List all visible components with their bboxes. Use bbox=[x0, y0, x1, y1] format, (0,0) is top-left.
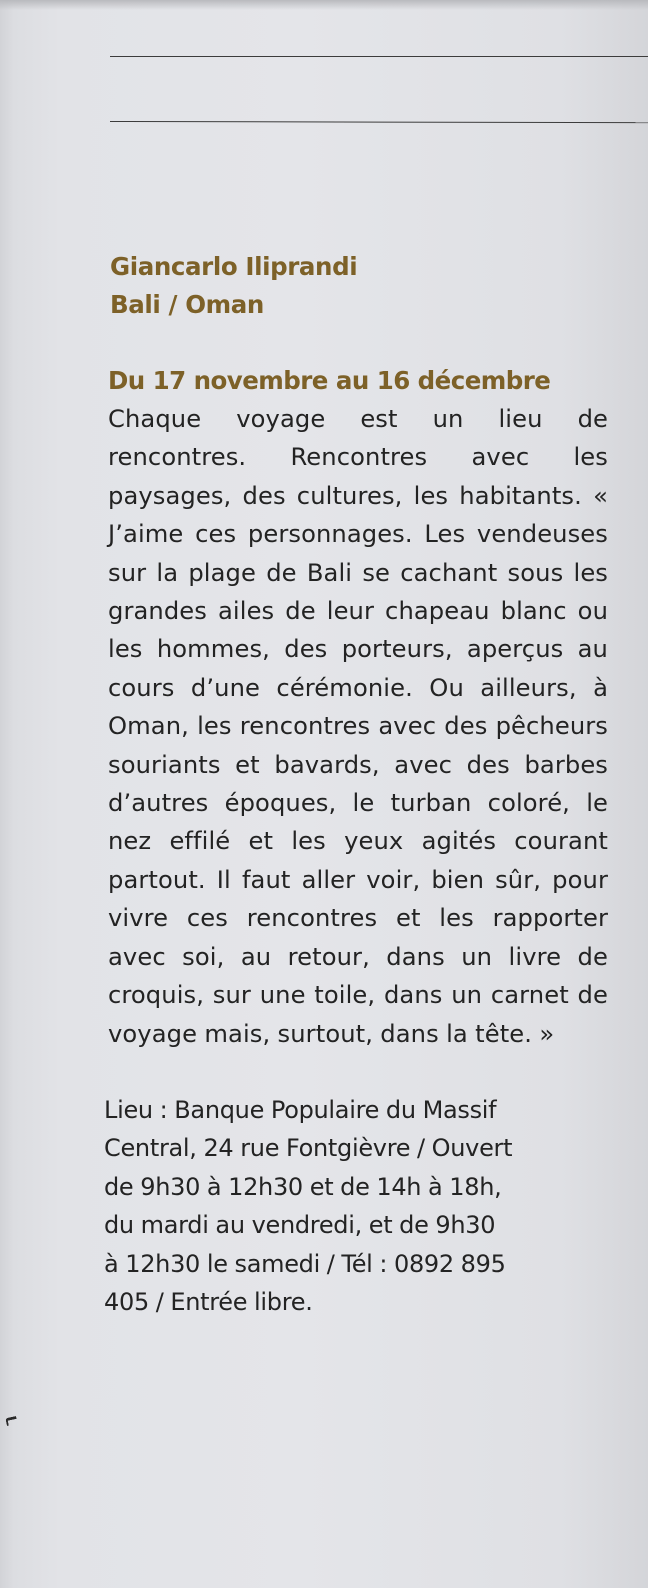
event-article bbox=[104, 248, 608, 1321]
exhibition-description: Chaque voyage est un lieu de rencontres. Rencontres avec les paysages, des cultures, les habitants. « J’aime ces personnages. Les vendeuses sur la plage de Bali se cachant sous les grandes ailes de leur chapeau blanc ou les hommes, des porteurs, aperçus au cours d’une cérémonie. Ou ailleurs, à Oman, les rencontres avec des pêcheurs souriants et bavards, avec des barbes d’autres époques, le turban coloré, le nez effilé et les yeux agités courant partout. Il faut aller voir, bien sûr, pour vivre ces rencontres et les rapporter avec soi, au retour, dans un livre de croquis, sur une toile, dans un carnet de voyage mais, surtout, dans la tête. » bbox=[108, 405, 608, 1048]
exhibition-title: Bali / Oman bbox=[110, 290, 264, 319]
exhibition-dates: Du 17 novembre au 16 décembre bbox=[108, 366, 551, 395]
second-rule bbox=[110, 121, 648, 123]
venue-info-line: 405 / Entrée libre. bbox=[104, 1287, 313, 1316]
venue-info-line: à 12h30 le samedi / Tél : 0892 895 bbox=[104, 1249, 506, 1278]
venue-info bbox=[104, 1091, 608, 1321]
venue-info-line: Lieu : Banque Populaire du Massif bbox=[104, 1095, 497, 1124]
venue-info-line: de 9h30 à 12h30 et de 14h à 18h, bbox=[104, 1172, 502, 1201]
venue-info-line: Central, 24 rue Fontgièvre / Ouvert bbox=[104, 1134, 513, 1163]
venue-info-line: du mardi au vendredi, et de 9h30 bbox=[104, 1211, 496, 1240]
top-rule bbox=[110, 56, 648, 57]
page-edge-shadow bbox=[0, 0, 648, 10]
artist-name: Giancarlo Iliprandi bbox=[110, 252, 358, 281]
ink-speck bbox=[5, 1416, 17, 1426]
